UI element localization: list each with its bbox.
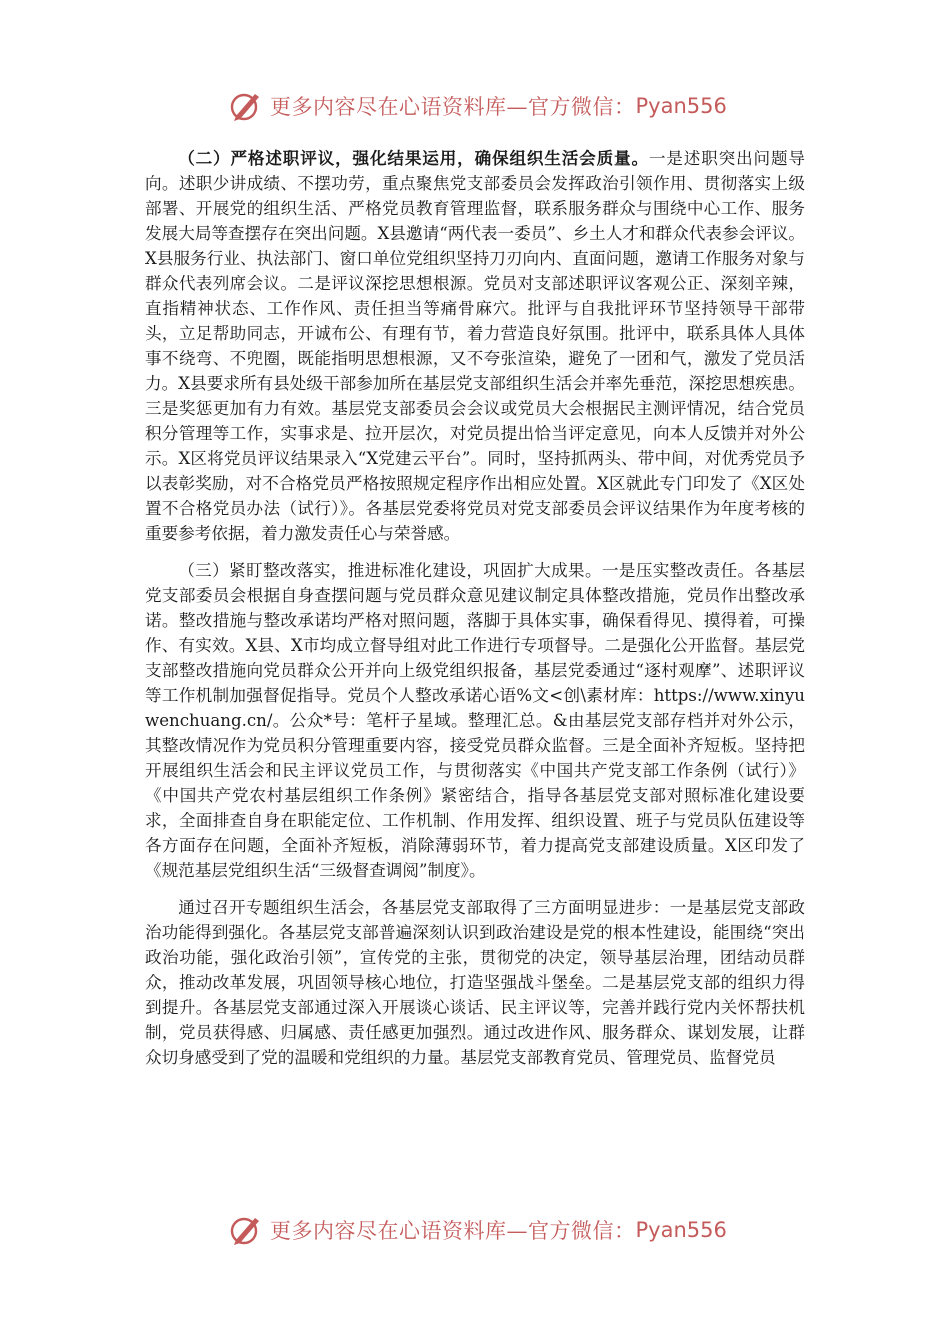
document-body — [145, 146, 805, 1082]
paragraph-1-heading: （二）严格述职评议，强化结果运用，确保组织生活会质量。 — [178, 148, 649, 168]
pen-circle-logo-icon — [228, 88, 264, 124]
banner-text: 更多内容尽在心语资料库—官方微信： — [270, 1219, 636, 1243]
paragraph-1-text: 一是述职突出问题导向。述职少讲成绩、不摆功劳，重点聚焦党支部委员会发挥政治引领作用、贯彻落实上级部署、开展党的组织生活、严格党员教育管理监督，联系服务群众与围绕中心工作、服务发展大局等查摆存在突出问题。X县邀请“两代表一委员”、乡土人才和群众代表参会评议。X县服务行业、执法部门、窗口单位党组织坚持刀刃向内、直面问题，邀请工作服务对象与群众代表列席会议。二是评议深挖思想根源。党员对支部述职评议客观公正、深刻辛辣，直指精神状态、工作作风、责任担当等痛骨麻穴。批评与自我批评环节坚持领导干部带头，立足帮助同志，开诚布公、有理有节，着力营造良好氛围。批评中，联系具体人具体事不绕弯、不兜圈，既能指明思想根源，又不夸张渲染，避免了一团和气，激发了党员活力。X县要求所有县处级干部参加所在基层党支部组织生活会并率先垂范，深挖思想疾患。三是奖惩更加有力有效。基层党支部委员会会议或党员大会根据民主测评情况，结合党员积分管理等工作，实事求是、拉开层次，对党员提出恰当评定意见，向本人反馈并对外公示。X区将党员评议结果录入“X党建云平台”。同时，坚持抓两头、带中间，对优秀党员予以表彰奖励，对不合格党员严格按照规定程序作出相应处置。X区就此专门印发了《X区处置不合格党员办法（试行）》。各基层党委将党员对党支部委员会评议结果作为年度考核的重要参考依据，着力激发责任心与荣誉感。 — [145, 149, 806, 543]
banner-text: 更多内容尽在心语资料库—官方微信： — [270, 95, 636, 119]
wechat-id: Pyan556 — [635, 94, 727, 118]
paragraph-1 — [145, 146, 805, 546]
footer-banner — [228, 1210, 727, 1250]
paragraph-3: 通过召开专题组织生活会，各基层党支部取得了三方面明显进步：一是基层党支部政治功能得到强化。各基层党支部普遍深刻认识到政治建设是党的根本性建设，能围绕“突出政治功能，强化政治引领”，宣传党的主张，贯彻党的决定，领导基层治理，团结动员群众，推动改革发展，巩固领导核心地位，打造坚强战斗堡垒。二是基层党支部的组织力得到提升。各基层党支部通过深入开展谈心谈话、民主评议等，完善并践行党内关怀帮扶机制，党员获得感、归属感、责任感更加强烈。通过改进作风、服务群众、谋划发展，让群众切身感受到了党的温暖和党组织的力量。基层党支部教育党员、管理党员、监督党员 — [145, 898, 805, 1067]
wechat-id: Pyan556 — [635, 1218, 727, 1242]
pen-circle-logo-icon — [228, 1212, 264, 1248]
paragraph-2: （三）紧盯整改落实，推进标准化建设，巩固扩大成果。一是压实整改责任。各基层党支部委员会根据自身查摆问题与党员群众意见建议制定具体整改措施，党员作出整改承诺。整改措施与整改承诺均严格对照问题，落脚于具体实事，确保看得见、摸得着，可操作、有实效。X县、X市均成立督导组对此工作进行专项督导。二是强化公开监督。基层党支部整改措施向党员群众公开并向上级党组织报备，基层党委通过“逐村观摩”、述职评议等工作机制加强督促指导。党员个人整改承诺心语%文<创\素材库：https://www.xinyuwenchuang.cn/。公众*号：笔杆子星域。整理汇总。&由基层党支部存档并对外公示，其整改情况作为党员积分管理重要内容，接受党员群众监督。三是全面补齐短板。坚持把开展组织生活会和民主评议党员工作，与贯彻落实《中国共产党支部工作条例（试行）》《中国共产党农村基层组织工作条例》紧密结合，指导各基层党支部对照标准化建设要求，全面排查自身在职能定位、工作机制、作用发挥、组织设置、班子与党员队伍建设等各方面存在问题，全面补齐短板，消除薄弱环节，着力提高党支部建设质量。X区印发了《规范基层党组织生活“三级督查调阅”制度》。 — [145, 561, 805, 880]
header-banner — [228, 86, 727, 126]
